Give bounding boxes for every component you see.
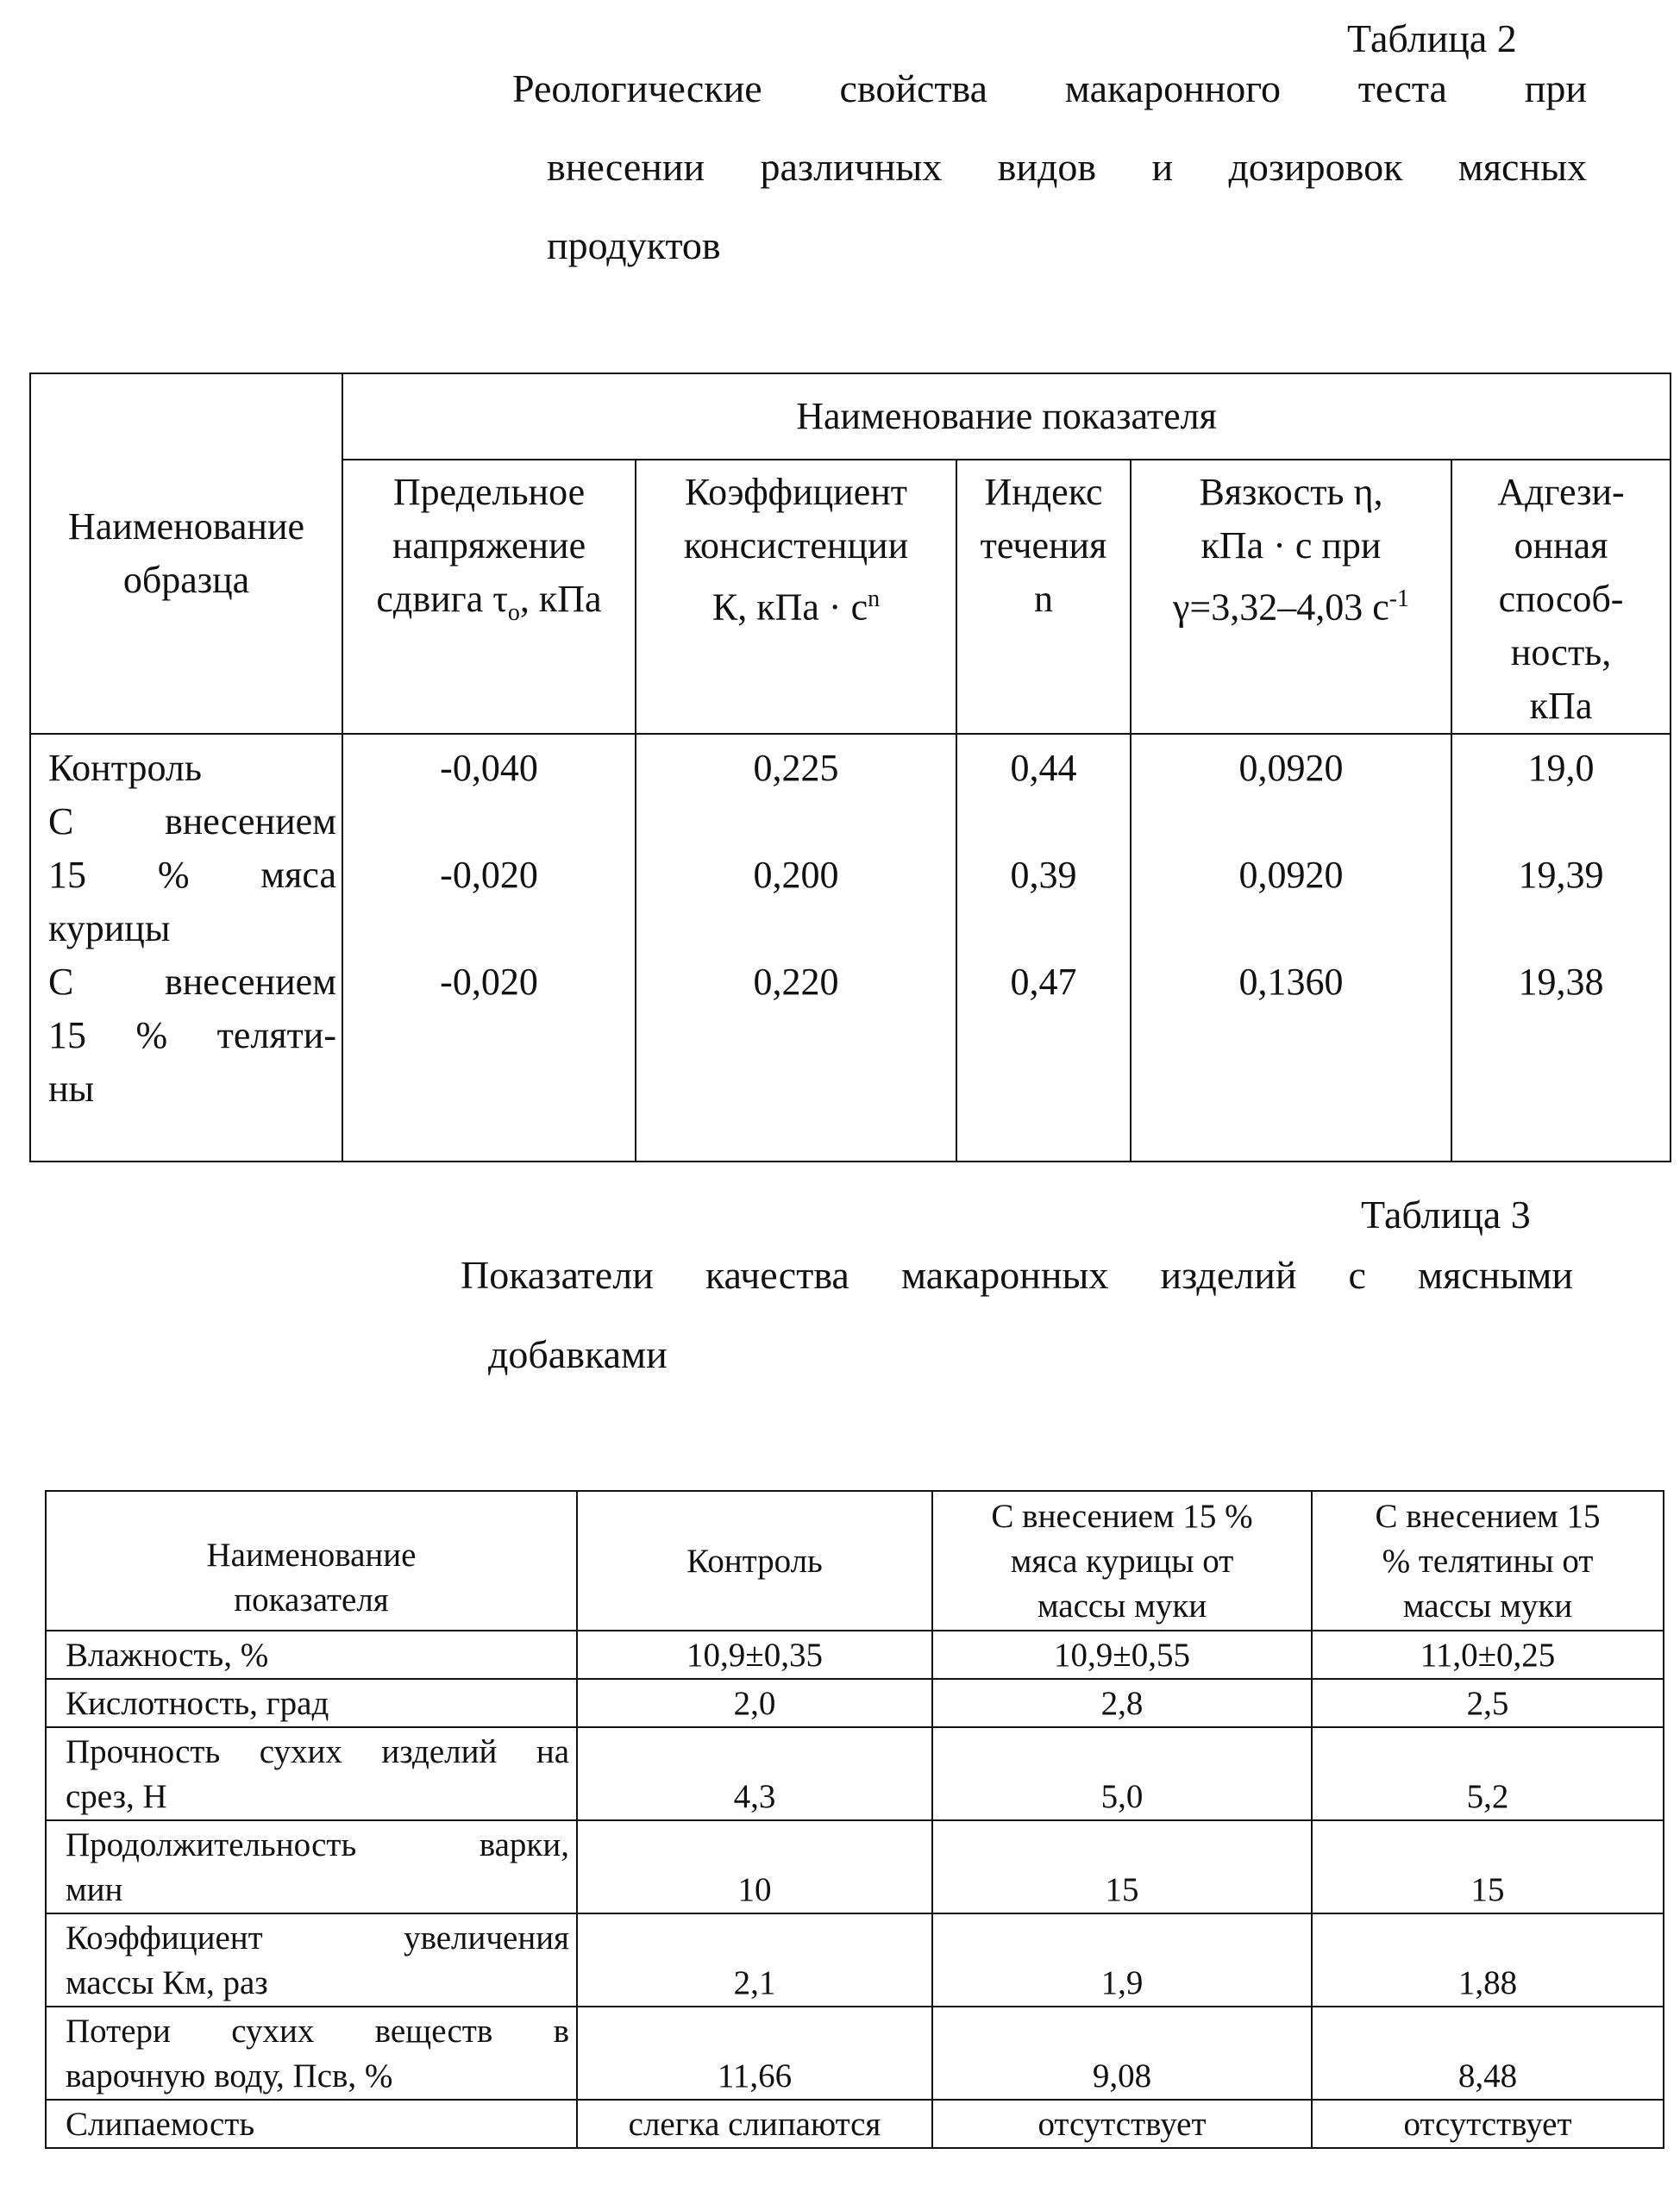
sample-veal-l2: 15 % теляти-	[48, 1014, 336, 1056]
col-viscosity	[1131, 734, 1451, 1162]
cell: 11,66	[577, 2007, 932, 2100]
sample-chicken-l3: курицы	[48, 907, 171, 949]
header-chicken: С внесением 15 % мяса курицы от массы муки	[932, 1491, 1312, 1631]
row-label: Коэффициент увеличения массы Км, раз	[46, 1913, 577, 2007]
cell: 2,8	[932, 1679, 1312, 1727]
cell: 19,0	[1527, 747, 1595, 789]
table-row	[46, 1913, 1664, 2007]
header-viscosity: Вязкость η, кПа · с при γ=3,32–4,03 $с^{-1}$	[1131, 460, 1451, 734]
cell: 0,220	[753, 961, 839, 1003]
row-label: Продолжительность варки, мин	[46, 1820, 577, 1913]
cell: 15	[1312, 1820, 1664, 1913]
cell: 5,2	[1312, 1727, 1664, 1820]
col-yield-stress	[342, 734, 636, 1162]
header-sample: Наименование образца	[30, 373, 342, 734]
cell: 19,38	[1518, 961, 1604, 1003]
row-label: Потери сухих веществ в варочную воду, Псв, %	[46, 2007, 577, 2100]
table3-label: Таблица 3	[1361, 1193, 1531, 1237]
header-indicator-group: Наименование показателя	[342, 373, 1671, 460]
table-row	[46, 1820, 1664, 1913]
header-flow-index: Индекс течения n	[956, 460, 1131, 734]
header-adhesion: Адгези- онная способ- ность, кПа	[1451, 460, 1671, 734]
table-row	[46, 1727, 1664, 1820]
table2-label: Таблица 2	[1347, 16, 1517, 60]
header-veal: С внесением 15 % телятины от массы муки	[1312, 1491, 1664, 1631]
cell: 0,44	[1010, 747, 1077, 789]
col-adhesion	[1451, 734, 1671, 1162]
table-row	[46, 2007, 1664, 2100]
cell: 9,08	[932, 2007, 1312, 2100]
cell: -0,040	[440, 747, 538, 789]
cell: 0,200	[753, 854, 839, 896]
cell: 11,0±0,25	[1312, 1631, 1664, 1679]
table3-caption-line1: Показатели качества макаронных изделий с мясными	[461, 1253, 1573, 1297]
cell: 0,47	[1010, 961, 1077, 1003]
table-row	[46, 2100, 1664, 2148]
sample-veal-l3: ны	[48, 1068, 95, 1110]
sample-chicken-l1: С внесением	[48, 800, 336, 842]
table2-caption-line2: внесении различных видов и дозировок мясных	[547, 145, 1587, 189]
cell: 10,9±0,35	[577, 1631, 932, 1679]
row-label: Кислотность, град	[46, 1679, 577, 1727]
sample-control: Контроль	[48, 747, 202, 789]
row-label: Влажность, %	[46, 1631, 577, 1679]
col-consistency	[636, 734, 956, 1162]
quality-table	[45, 1490, 1664, 2149]
cell: 2,0	[577, 1679, 932, 1727]
cell: -0,020	[440, 961, 538, 1003]
cell: 10	[577, 1820, 932, 1913]
table-row	[46, 1679, 1664, 1727]
sample-veal-l1: С внесением	[48, 961, 336, 1003]
table2-caption-line3: продуктов	[547, 223, 721, 267]
sample-names	[30, 734, 342, 1162]
cell: 1,88	[1312, 1913, 1664, 2007]
cell: 15	[932, 1820, 1312, 1913]
table2-caption-line1: Реологические свойства макаронного теста при	[512, 66, 1587, 110]
cell: 5,0	[932, 1727, 1312, 1820]
cell: -0,020	[440, 854, 538, 896]
cell: отсутствует	[932, 2100, 1312, 2148]
row-label: Слипаемость	[46, 2100, 577, 2148]
header-consistency: Коэффициент консистенции К, кПа · $с^n$	[636, 460, 956, 734]
cell: 0,225	[753, 747, 839, 789]
row-label: Прочность сухих изделий на срез, Н	[46, 1727, 577, 1820]
header-yield-stress: Предельное напряжение сдвига $\tau_о$, кПа	[342, 460, 636, 734]
header-control: Контроль	[577, 1491, 932, 1631]
cell: 0,1360	[1238, 961, 1344, 1003]
cell: слегка слипаются	[577, 2100, 932, 2148]
sample-chicken-l2: 15 % мяса	[48, 854, 336, 896]
cell: 10,9±0,55	[932, 1631, 1312, 1679]
cell: 2,5	[1312, 1679, 1664, 1727]
cell: 1,9	[932, 1913, 1312, 2007]
header-indicator-name: Наименование показателя	[46, 1491, 577, 1631]
table3-caption-line2: добавками	[488, 1332, 668, 1376]
rheology-table	[29, 373, 1671, 1162]
cell: 0,39	[1010, 854, 1077, 896]
cell: 0,0920	[1238, 747, 1344, 789]
cell: 8,48	[1312, 2007, 1664, 2100]
cell: 2,1	[577, 1913, 932, 2007]
cell: 4,3	[577, 1727, 932, 1820]
cell: отсутствует	[1312, 2100, 1664, 2148]
col-flow-index	[956, 734, 1131, 1162]
cell: 19,39	[1518, 854, 1604, 896]
cell: 0,0920	[1238, 854, 1344, 896]
table-row	[46, 1631, 1664, 1679]
